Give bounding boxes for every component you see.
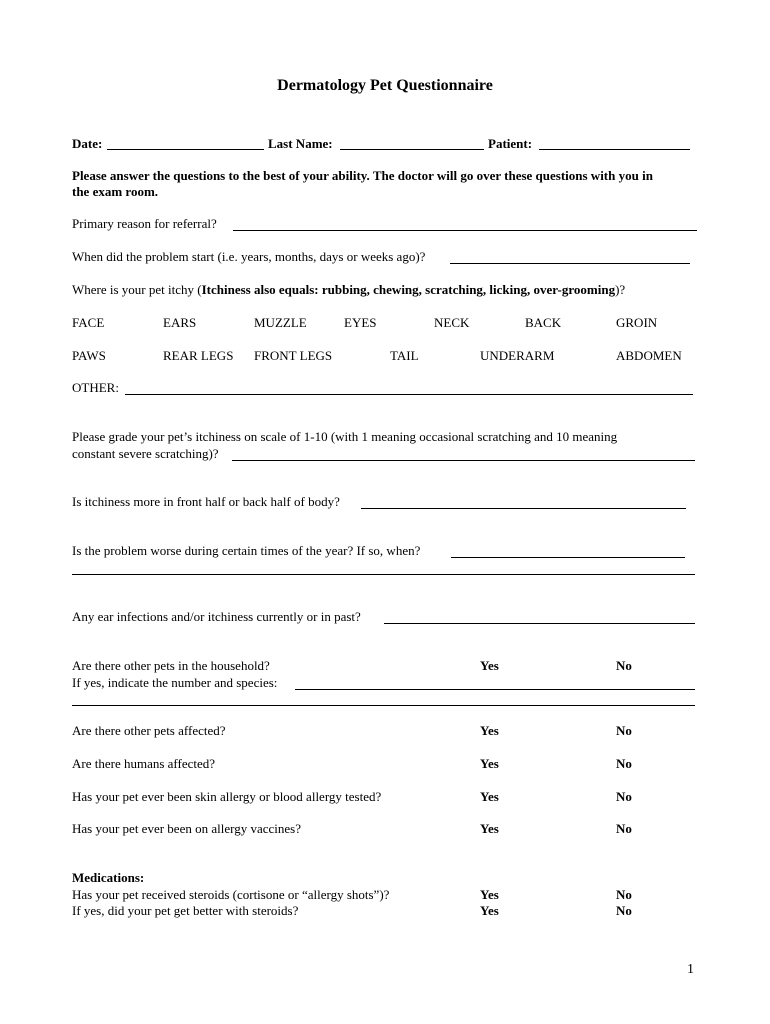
steroids-question: Has your pet received steroids (cortisone or “allergy shots”)? [72, 887, 390, 902]
last-name-label: Last Name: [268, 136, 333, 151]
seasonal-answer-line-1[interactable] [451, 557, 685, 558]
species-answer-line-1[interactable] [295, 689, 695, 690]
instructions-line-1: Please answer the questions to the best of your ability. The doctor will go over these questions with you in [72, 168, 653, 183]
last-name-field[interactable] [340, 149, 484, 150]
page-title: Dermatology Pet Questionnaire [277, 77, 493, 94]
steroids-better-no[interactable]: No [616, 903, 632, 918]
species-answer-line-2[interactable] [72, 705, 695, 706]
other-pets-yes[interactable]: Yes [480, 658, 499, 673]
grade-answer-line[interactable] [232, 460, 695, 461]
body-part-underarm[interactable]: UNDERARM [480, 348, 555, 363]
body-part-ears[interactable]: EARS [163, 315, 197, 330]
humans-affected-yes[interactable]: Yes [480, 756, 499, 771]
other-pets-no[interactable]: No [616, 658, 632, 673]
seasonal-answer-line-2[interactable] [72, 574, 695, 575]
allergy-tested-question: Has your pet ever been skin allergy or blood allergy tested? [72, 789, 382, 804]
itchy-question [72, 282, 625, 298]
body-part-back[interactable]: BACK [525, 315, 562, 330]
body-part-rear-legs[interactable]: REAR LEGS [163, 348, 234, 363]
allergy-tested-no[interactable]: No [616, 789, 632, 804]
body-part-front-legs[interactable]: FRONT LEGS [254, 348, 333, 363]
other-pets-question: Are there other pets in the household? [72, 658, 270, 673]
date-label: Date: [72, 136, 103, 151]
problem-start-answer-line[interactable] [450, 263, 690, 264]
steroids-better-question: If yes, did your pet get better with steroids? [72, 903, 299, 918]
pets-affected-yes[interactable]: Yes [480, 723, 499, 738]
referral-answer-line[interactable] [233, 230, 697, 231]
ear-question: Any ear infections and/or itchiness currently or in past? [72, 609, 361, 624]
itchy-question-definition: Itchiness also equals: rubbing, chewing, scratching, licking, over-grooming [201, 282, 616, 297]
referral-question: Primary reason for referral? [72, 216, 217, 231]
steroids-yes[interactable]: Yes [480, 887, 499, 902]
patient-field[interactable] [539, 149, 690, 150]
problem-start-question: When did the problem start (i.e. years, months, days or weeks ago)? [72, 249, 426, 264]
body-part-eyes[interactable]: EYES [344, 315, 377, 330]
other-answer-line[interactable] [125, 394, 693, 395]
grade-question-line-1: Please grade your pet’s itchiness on scale of 1-10 (with 1 meaning occasional scratching and 10 meaning [72, 429, 618, 444]
body-part-muzzle[interactable]: MUZZLE [254, 315, 307, 330]
humans-affected-question: Are there humans affected? [72, 756, 216, 771]
body-part-face[interactable]: FACE [72, 315, 105, 330]
body-part-neck[interactable]: NECK [434, 315, 470, 330]
itchy-question-suffix: )? [615, 282, 626, 297]
grade-question-line-2: constant severe scratching)? [72, 446, 219, 461]
body-part-abdomen[interactable]: ABDOMEN [616, 348, 682, 363]
other-label: OTHER: [72, 380, 119, 395]
allergy-tested-yes[interactable]: Yes [480, 789, 499, 804]
page-number: 1 [687, 962, 694, 977]
humans-affected-no[interactable]: No [616, 756, 632, 771]
allergy-vaccines-no[interactable]: No [616, 821, 632, 836]
body-part-paws[interactable]: PAWS [72, 348, 106, 363]
allergy-vaccines-yes[interactable]: Yes [480, 821, 499, 836]
instructions-line-2: the exam room. [72, 184, 159, 199]
steroids-no[interactable]: No [616, 887, 632, 902]
pets-affected-no[interactable]: No [616, 723, 632, 738]
itchy-question-prefix: Where is your pet itchy ( [72, 282, 202, 297]
allergy-vaccines-question: Has your pet ever been on allergy vaccines? [72, 821, 301, 836]
body-part-groin[interactable]: GROIN [616, 315, 658, 330]
date-field[interactable] [107, 149, 264, 150]
patient-label: Patient: [488, 136, 533, 151]
species-question: If yes, indicate the number and species: [72, 675, 278, 690]
medications-heading: Medications: [72, 870, 145, 885]
front-back-question: Is itchiness more in front half or back half of body? [72, 494, 340, 509]
seasonal-question: Is the problem worse during certain times of the year? If so, when? [72, 543, 421, 558]
pets-affected-question: Are there other pets affected? [72, 723, 226, 738]
front-back-answer-line[interactable] [361, 508, 686, 509]
ear-answer-line[interactable] [384, 623, 695, 624]
steroids-better-yes[interactable]: Yes [480, 903, 499, 918]
body-part-tail[interactable]: TAIL [390, 348, 419, 363]
